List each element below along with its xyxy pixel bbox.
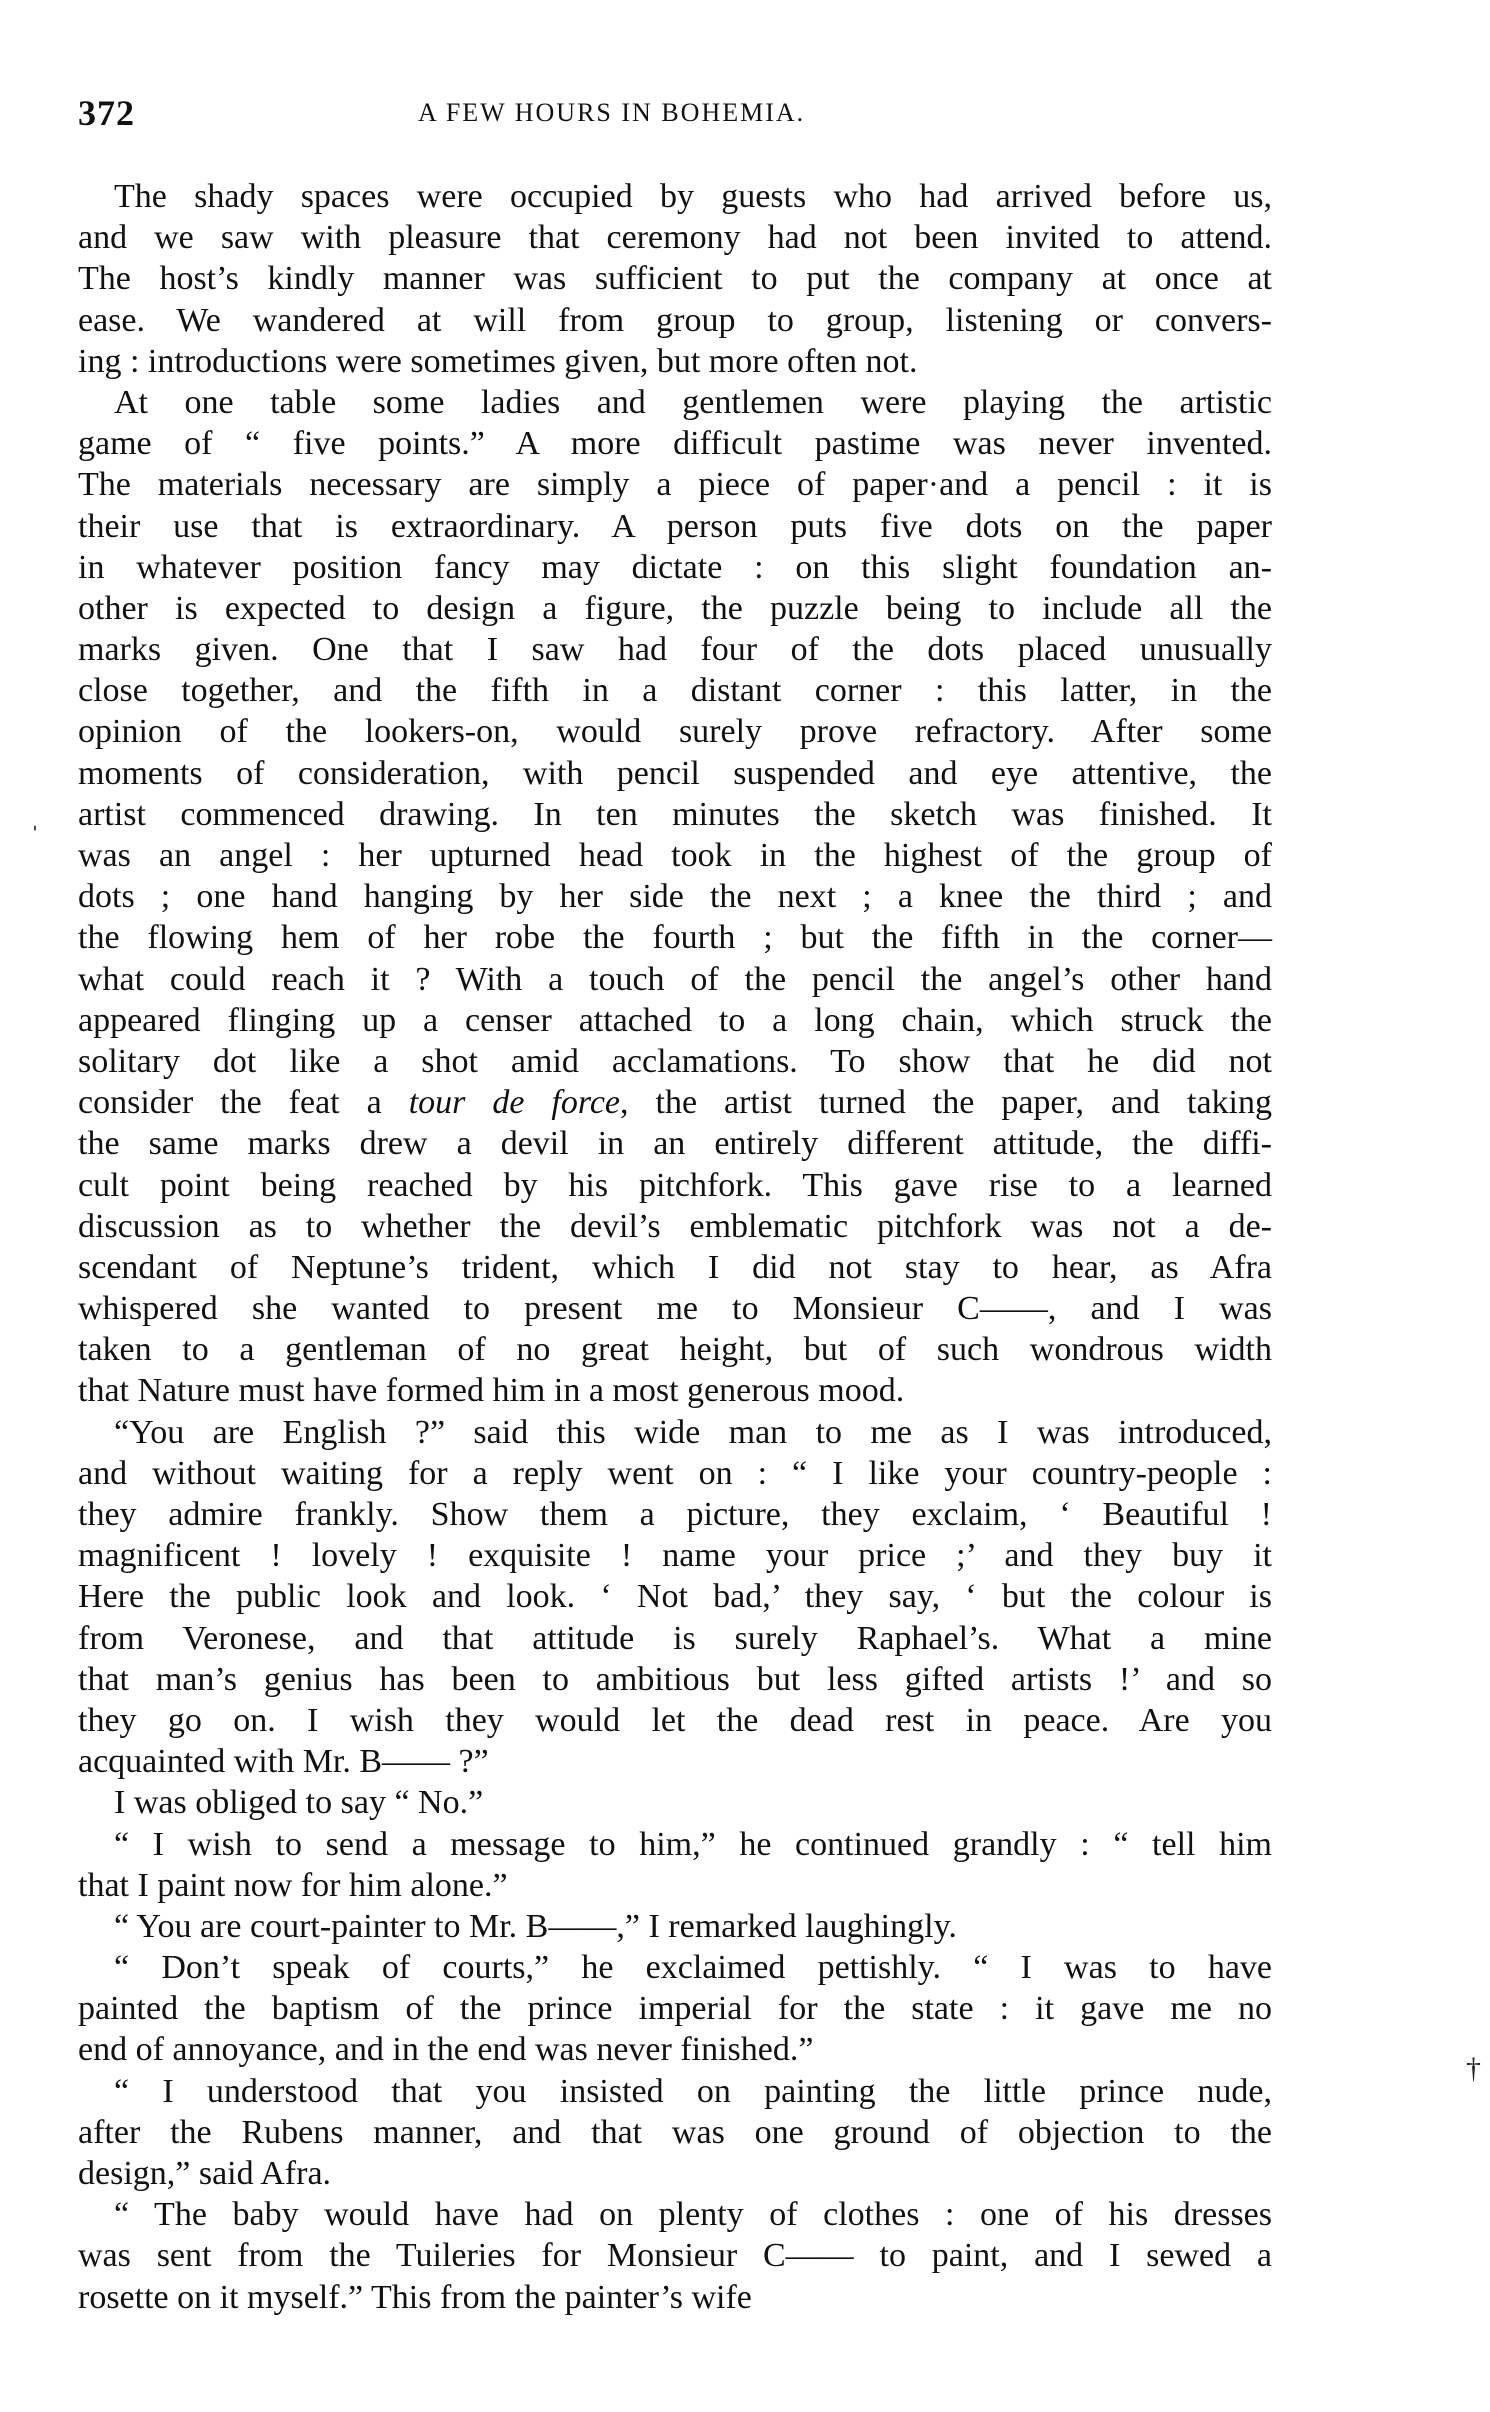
text-line: the flowing hem of her robe the fourth ; but the fifth in the corner— — [78, 919, 1272, 957]
paragraph — [78, 1824, 1272, 1906]
paragraph — [78, 176, 1272, 382]
text-line: marks given. One that I saw had four of the dots placed unusually — [78, 631, 1272, 669]
paragraph — [78, 1906, 1272, 1947]
running-title: A FEW HOURS IN BOHEMIA. — [418, 98, 806, 127]
text-line: and without waiting for a reply went on : “ I like your country-people : — [78, 1454, 1272, 1492]
text-line: the same marks drew a devil in an entirely different attitude, the diffi- — [78, 1125, 1272, 1163]
text-line: Here the public look and look. ‘ Not bad,’ they say, ‘ but the colour is — [78, 1578, 1272, 1616]
text-line: game of “ five points.” A more difficult pastime was never invented. — [78, 425, 1272, 463]
text-line: that I paint now for him alone.” — [78, 1866, 508, 1904]
paragraph — [78, 2194, 1272, 2318]
text-line: was an angel : her upturned head took in the highest of the group of — [78, 837, 1272, 874]
text-line: ease. We wandered at will from group to group, listening or convers- — [78, 301, 1272, 339]
text-line: solitary dot like a shot amid acclamations. To show that he did not — [78, 1042, 1272, 1080]
text-line: painted the baptism of the prince imperial for the state : it gave me no — [78, 1990, 1272, 2028]
text-line: At one table some ladies and gentlemen were playing the artistic — [114, 383, 1272, 421]
paragraph — [78, 2071, 1272, 2195]
text-line: their use that is extraordinary. A person puts five dots on the paper — [78, 507, 1272, 545]
text-line: The shady spaces were occupied by guests who had arrived before us, — [114, 178, 1272, 215]
text-line: end of annoyance, and in the end was never finished.” — [78, 2031, 814, 2069]
text-line: acquainted with Mr. B—— ?” — [78, 1743, 489, 1781]
text-line: consider the feat a tour de force, the artist turned the paper, and taking — [78, 1084, 1272, 1122]
text-line: magnificent ! lovely ! exquisite ! name your price ;’ and they buy it — [78, 1537, 1272, 1575]
text-line: discussion as to whether the devil’s emblematic pitchfork was not a de- — [78, 1207, 1272, 1245]
text-line: appeared flinging up a censer attached to a long chain, which struck the — [78, 1001, 1272, 1039]
text-line: moments of consideration, with pencil suspended and eye attentive, the — [78, 754, 1272, 792]
text-line: what could reach it ? With a touch of the pencil the angel’s other hand — [78, 960, 1272, 998]
text-line: rosette on it myself.” This from the painter’s wife — [78, 2278, 752, 2316]
text-line: “ Don’t speak of courts,” he exclaimed pettishly. “ I was to have — [114, 1949, 1272, 1987]
text-line: taken to a gentleman of no great height, but of such wondrous width — [78, 1331, 1272, 1369]
text-line: that Nature must have formed him in a most generous mood. — [78, 1372, 905, 1410]
text-line: that man’s genius has been to ambitious but less gifted artists !’ and so — [78, 1660, 1272, 1698]
text-line: “ I understood that you insisted on painting the little prince nude, — [114, 2072, 1272, 2110]
text-line: other is expected to design a figure, the puzzle being to include all the — [78, 589, 1272, 627]
text-line: “ The baby would have had on plenty of clothes : one of his dresses — [114, 2196, 1272, 2234]
text-line: dots ; one hand hanging by her side the next ; a knee the third ; and — [78, 878, 1272, 916]
paragraph — [78, 382, 1272, 1412]
text-line: in whatever position fancy may dictate : on this slight foundation an- — [78, 548, 1272, 586]
paragraph — [78, 1412, 1272, 1783]
text-line: cult point being reached by his pitchfork. This gave rise to a learned — [78, 1166, 1272, 1204]
text-line: whispered she wanted to present me to Monsieur C——, and I was — [78, 1290, 1272, 1328]
text-line: The materials necessary are simply a piece of paper·and a pencil : it is — [78, 466, 1272, 504]
text-line: scendant of Neptune’s trident, which I did not stay to hear, as Afra — [78, 1248, 1272, 1286]
margin-mark-right: † — [1466, 2052, 1481, 2085]
body-text — [78, 176, 1272, 2318]
text-line: “ You are court-painter to Mr. B——,” I remarked laughingly. — [114, 1907, 957, 1945]
text-line: “You are English ?” said this wide man to me as I was introduced, — [114, 1413, 1272, 1451]
page-number: 372 — [78, 93, 135, 133]
text-line: and we saw with pleasure that ceremony had not been invited to attend. — [78, 219, 1272, 257]
text-line: “ I wish to send a message to him,” he continued grandly : “ tell him — [114, 1825, 1272, 1863]
italic-phrase: tour de force — [408, 1084, 621, 1122]
text-line: from Veronese, and that attitude is surely Raphael’s. What a mine — [78, 1619, 1272, 1657]
text-line: was sent from the Tuileries for Monsieur C—— to paint, and I sewed a — [78, 2237, 1272, 2275]
text-line: I was obliged to say “ No.” — [114, 1784, 484, 1822]
text-line: after the Rubens manner, and that was one ground of objection to the — [78, 2113, 1272, 2151]
text-line: opinion of the lookers-on, would surely prove refractory. After some — [78, 713, 1272, 751]
running-head — [78, 92, 1278, 132]
paragraph — [78, 1947, 1272, 2071]
text-line: they admire frankly. Show them a picture, they exclaim, ‘ Beautiful ! — [78, 1496, 1272, 1533]
text-line: they go on. I wish they would let the dead rest in peace. Are you — [78, 1701, 1272, 1739]
text-line: close together, and the fifth in a distant corner : this latter, in the — [78, 672, 1272, 710]
margin-mark-left: ˌ — [30, 798, 40, 831]
paragraph — [78, 1782, 1272, 1823]
text-line: design,” said Afra. — [78, 2155, 332, 2192]
text-line: artist commenced drawing. In ten minutes the sketch was finished. It — [78, 795, 1272, 833]
text-line: ing : introductions were sometimes given, but more often not. — [78, 342, 918, 380]
text-line: The host’s kindly manner was sufficient to put the company at once at — [78, 260, 1272, 298]
